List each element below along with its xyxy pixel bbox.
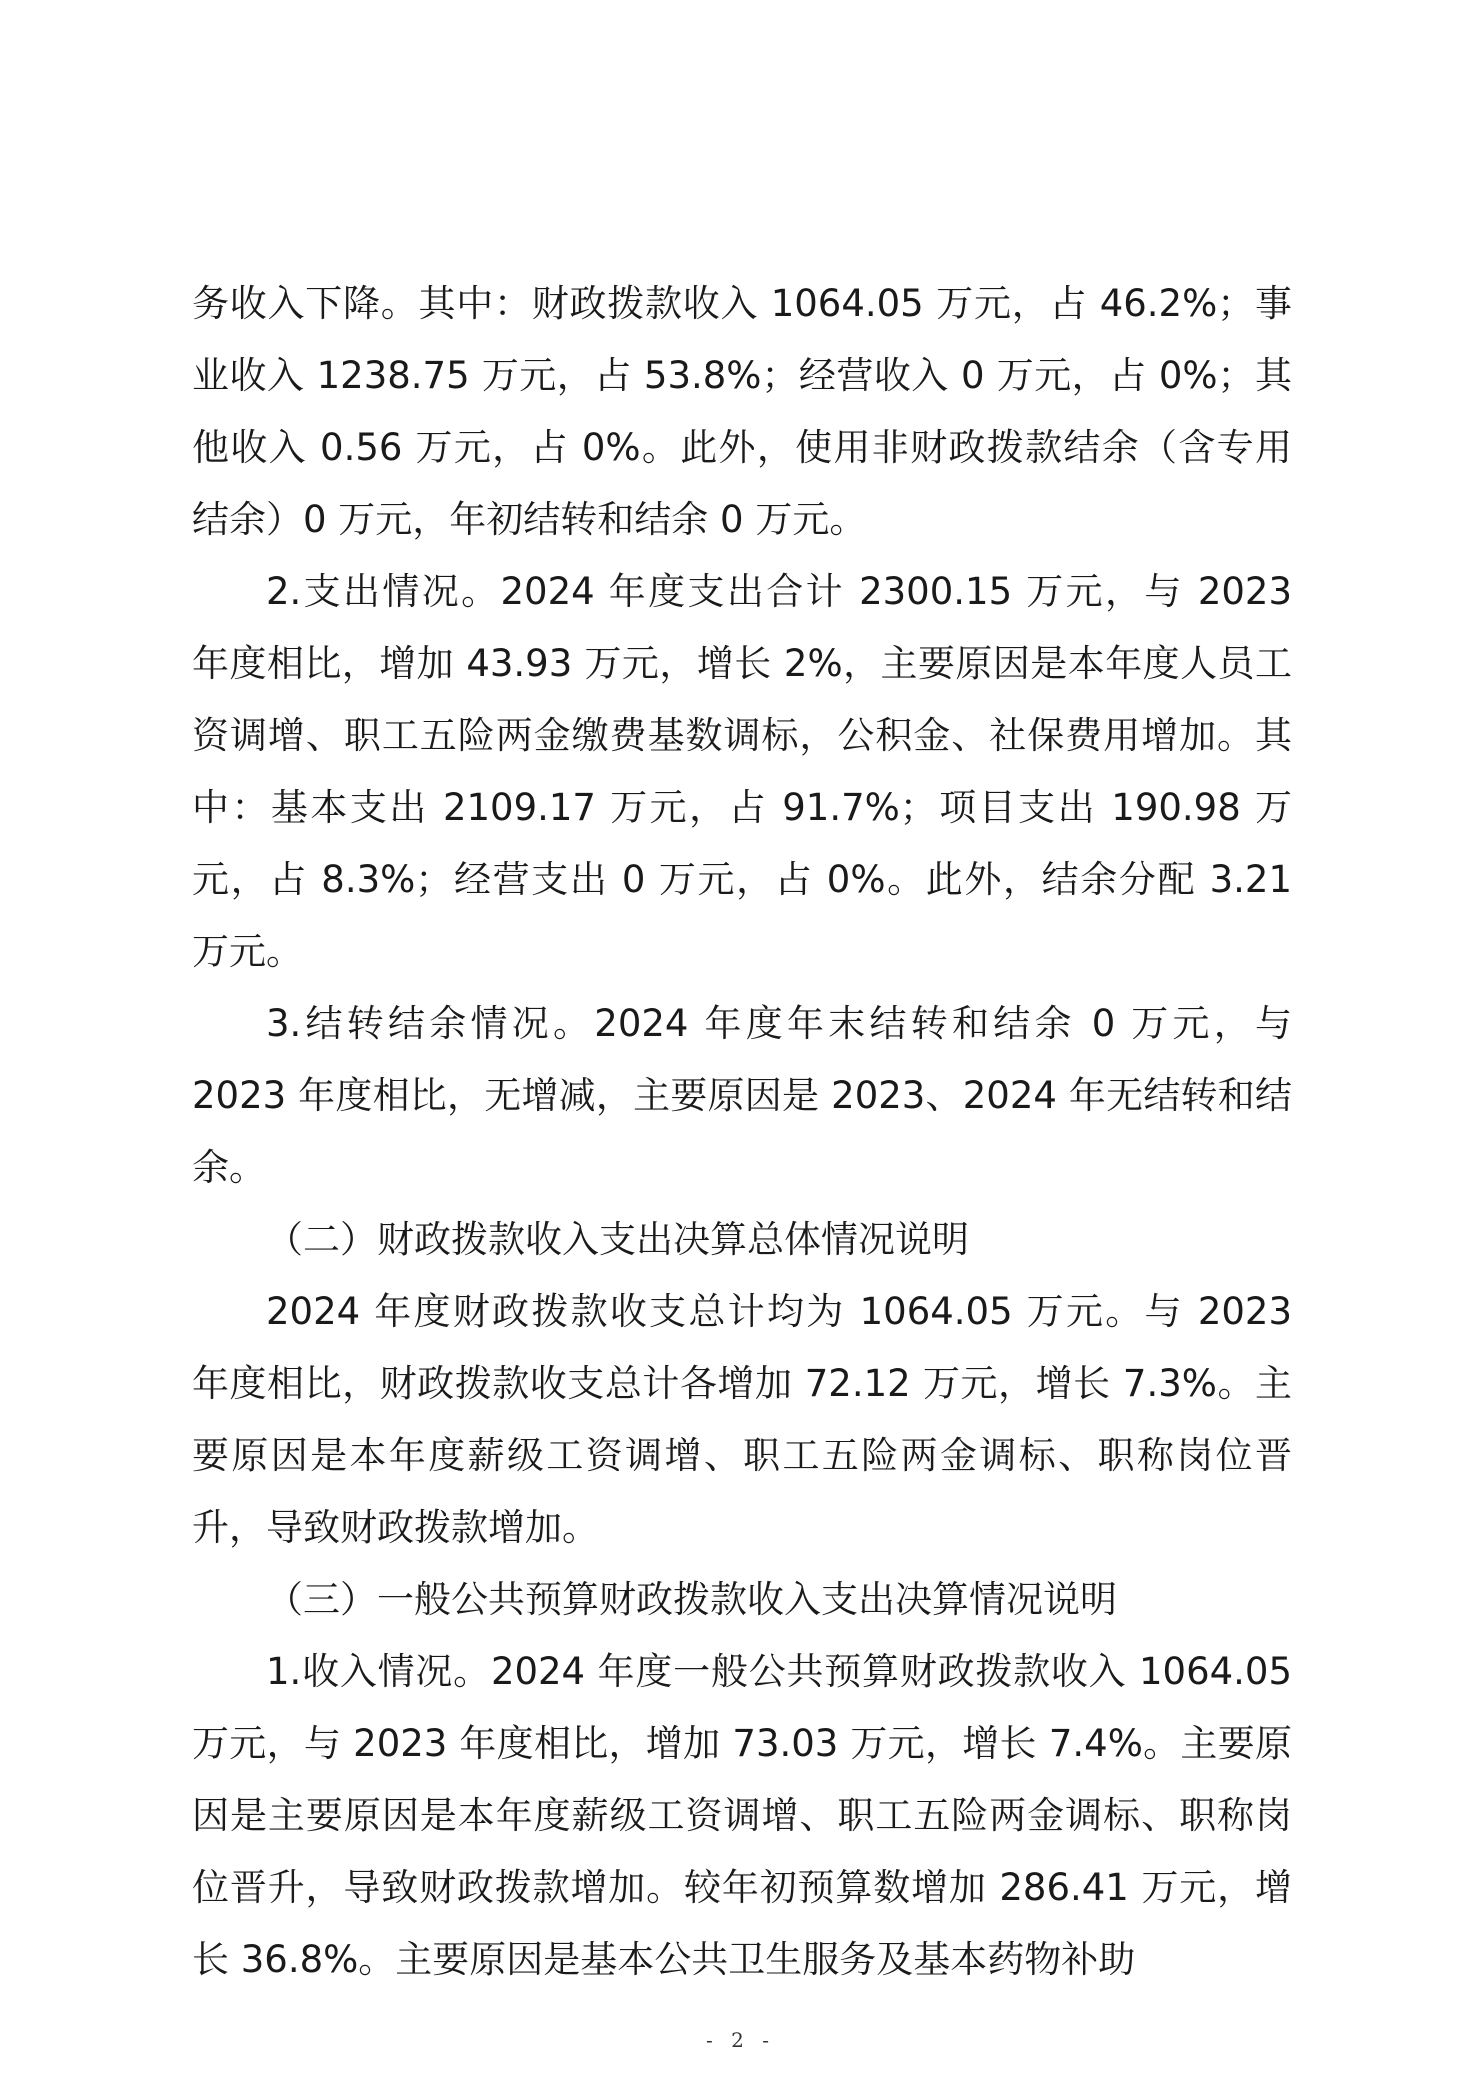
section-heading-fiscal-overall: （二）财政拨款收入支出决算总体情况说明: [266, 1218, 969, 1261]
paragraph-income-breakdown: 务收入下降。其中：财政拨款收入 1064.05 万元，占 46.2%；事业收入 1238.75 万元，占 53.8%；经营收入 0 万元，占 0%；其他收入 0.56 万元，占 0%。此外，使用非财政拨款结余（含专用结余）0 万元，年初结转和结余 0 万元。: [192, 282, 1292, 541]
paragraph-fiscal-overall: 2024 年度财政拨款收支总计均为 1064.05 万元。与 2023 年度相比，财政拨款收支总计各增加 72.12 万元，增长 7.3%。主要原因是本年度薪级工资调增、职工五险两金调标、职称岗位晋升，导致财政拨款增加。: [192, 1290, 1292, 1549]
paragraph-general-budget-income: 1.收入情况。2024 年度一般公共预算财政拨款收入 1064.05 万元，与 2023 年度相比，增加 73.03 万元，增长 7.4%。主要原因是主要原因是本年度薪级工资调增、职工五险两金调标、职称岗位晋升，导致财政拨款增加。较年初预算数增加 286.41 万元，增长 36.8%。主要原因是基本公共卫生服务及基本药物补助: [192, 1650, 1292, 1981]
section-heading-general-budget: （三）一般公共预算财政拨款收入支出决算情况说明: [266, 1578, 1117, 1621]
paragraph-carryover: 3.结转结余情况。2024 年度年末结转和结余 0 万元，与 2023 年度相比，无增减，主要原因是 2023、2024 年无结转和结余。: [192, 1002, 1292, 1189]
paragraph-expenditure: 2.支出情况。2024 年度支出合计 2300.15 万元，与 2023 年度相比，增加 43.93 万元，增长 2%，主要原因是本年度人员工资调增、职工五险两金缴费基数调标，公积金、社保费用增加。其中：基本支出 2109.17 万元，占 91.7%；项目支出 190.98 万元，占 8.3%；经营支出 0 万元，占 0%。此外，结余分配 3.21 万元。: [192, 570, 1292, 973]
page-number: - 2 -: [706, 2028, 775, 2052]
document-body: [192, 268, 1292, 1996]
